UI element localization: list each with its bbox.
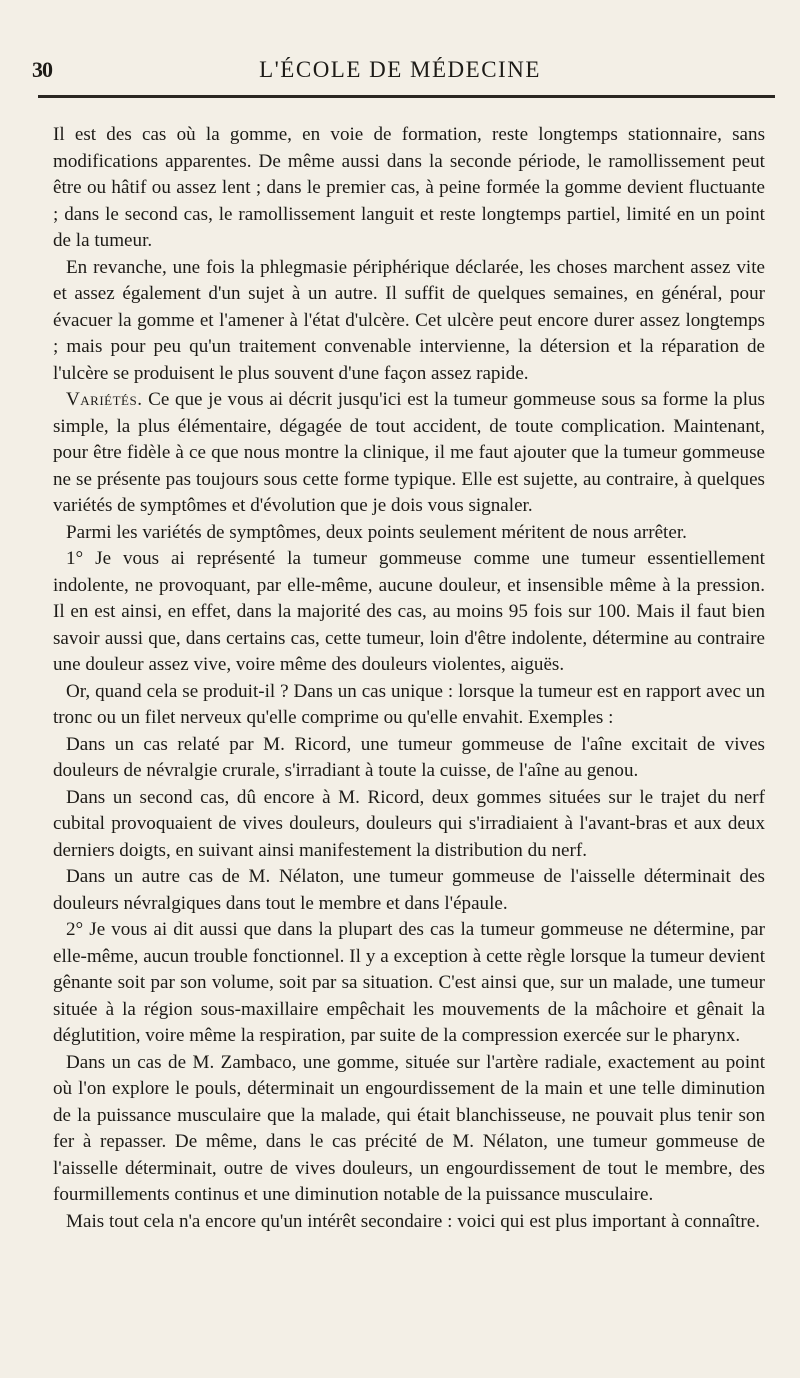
body-text [53, 122, 765, 1235]
paragraph: Parmi les variétés de symptômes, deux points seulement méritent de nous arrêter. [66, 521, 687, 543]
paragraph: Or, quand cela se produit-il ? Dans un cas unique : lorsque la tumeur est en rapport avec un tronc ou un filet nerveux qu'elle comprime ou qu'elle envahit. Exemples : [53, 680, 765, 728]
paragraph: Il est des cas où la gomme, en voie de formation, reste longtemps stationnaire, sans modifications apparentes. De même aussi dans la seconde période, le ramollissement peut être ou hâtif ou assez lent ; dans le premier cas, à peine formée la gomme devient fluctuante ; dans le second cas, le ramollissement languit et reste longtemps partiel, limité en un point de la tumeur. [53, 124, 765, 251]
paragraph: Mais tout cela n'a encore qu'un intérêt secondaire : voici qui est plus important à connaître. [66, 1210, 761, 1232]
paragraph: Dans un second cas, dû encore à M. Ricord, deux gommes situées sur le trajet du nerf cubital provoquaient de vives douleurs, douleurs qui s'irradiaient à l'avant-bras et aux deux derniers doigts, en suivant ainsi manifestement la distribution du nerf. [53, 786, 765, 861]
paragraph: 1° Je vous ai représenté la tumeur gommeuse comme une tumeur essentiellement indolente, ne provoquant, par elle-même, aucune douleur, et insensible même à la pression. Il en est ainsi, en effet, dans la majorité des cas, au moins 95 fois sur 100. Mais il faut bien savoir aussi que, dans certains cas, cette tumeur, loin d'être indolente, détermine au contraire une douleur assez vive, voire même des douleurs violentes, aiguës. [53, 548, 765, 675]
paragraph: 2° Je vous ai dit aussi que dans la plupart des cas la tumeur gommeuse ne détermine, par elle-même, aucun trouble fonctionnel. Il y a exception à cette règle lorsque la tumeur devient gênante soit par son volume, soit par sa situation. C'est ainsi que, sur un malade, une tumeur située à la région sous-maxillaire empêchait les mouvements de la mâchoire et gênait la déglutition, voire même la respiration, par suite de la compression exercée sur le pharynx. [53, 919, 765, 1046]
paragraph: En revanche, une fois la phlegmasie périphérique déclarée, les choses marchent assez vite et assez également d'un sujet à un autre. Il suffit de quelques semaines, en général, pour évacuer la gomme et l'amener à l'état d'ulcère. Cet ulcère peut encore durer assez longtemps ; mais pour peu qu'un traitement convenable intervienne, la détersion et la réparation de l'ulcère se produisent le plus souvent d'une façon assez rapide. [53, 256, 765, 384]
paragraph: Dans un cas relaté par M. Ricord, une tumeur gommeuse de l'aîne excitait de vives douleurs de névralgie crurale, s'irradiant à toute la cuisse, de l'aîne au genou. [53, 733, 765, 781]
paragraph: Dans un cas de M. Zambaco, une gomme, située sur l'artère radiale, exactement au point où l'on explore le pouls, déterminait un engourdissement de la main et une telle diminution de la puissance musculaire que la malade, qui était blanchisseuse, ne pouvait plus tenir son fer à repasser. De même, dans le cas précité de M. Nélaton, une tumeur gommeuse de l'aisselle déterminait, outre de vives douleurs, un engourdissement de tout le membre, des fourmillements continus et une diminution notable de la puissance musculaire. [53, 1051, 765, 1205]
section-lead: Variétés. [66, 389, 143, 410]
paragraph-varietes [53, 387, 765, 520]
paragraph-text: Ce que je vous ai décrit jusqu'ici est la tumeur gommeuse sous sa forme la plus simple, la plus élémentaire, dégagée de tout accident, de toute complication. Maintenant, pour être fidèle à ce que nous montre la clinique, il me faut ajouter que la tumeur gommeuse ne se présente pas toujours sous cette forme typique. Elle est sujette, au contraire, à quelques variétés de symptômes et d'évolution que je dois vous signaler. [53, 389, 765, 516]
running-title: L'ÉCOLE DE MÉDECINE [259, 57, 541, 82]
header-rule [38, 95, 775, 98]
page-number: 30 [32, 57, 52, 82]
page-header [32, 57, 768, 87]
paragraph: Dans un autre cas de M. Nélaton, une tumeur gommeuse de l'aisselle déterminait des douleurs névralgiques dans tout le membre et dans l'épaule. [53, 866, 765, 914]
